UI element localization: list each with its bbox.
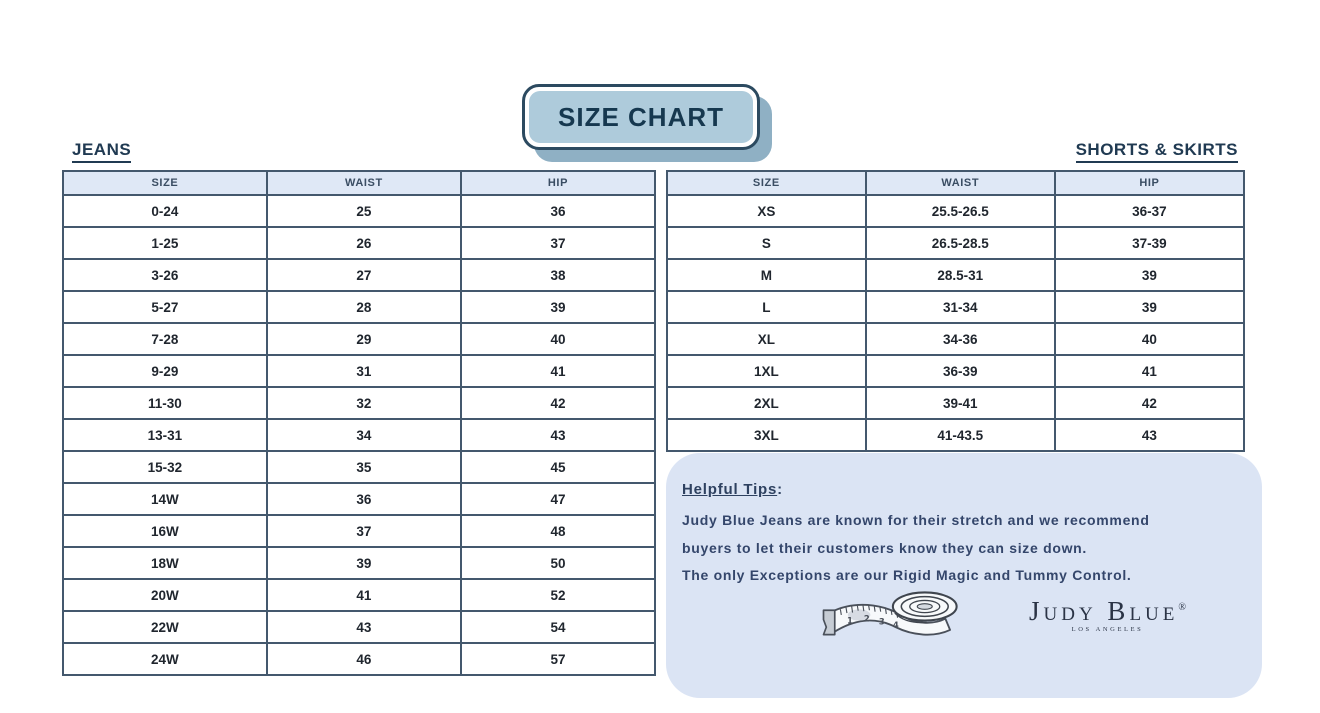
table-cell: 39 — [1054, 260, 1243, 290]
svg-text:2: 2 — [863, 613, 870, 624]
table-cell: XS — [668, 196, 865, 226]
table-cell: 41 — [1054, 356, 1243, 386]
helpful-tips-text — [682, 507, 1150, 590]
table-cell: 31 — [266, 356, 460, 386]
table-cell: 2XL — [668, 388, 865, 418]
table-cell: 41 — [460, 356, 654, 386]
table-row — [64, 578, 654, 610]
table-header-cell: SIZE — [64, 172, 266, 194]
table-cell: 29 — [266, 324, 460, 354]
helpful-tips-panel — [666, 453, 1262, 698]
table-cell: 3-26 — [64, 260, 266, 290]
table-cell: 39 — [266, 548, 460, 578]
table-row — [668, 194, 1243, 226]
table-row — [668, 386, 1243, 418]
table-header-cell: SIZE — [668, 172, 865, 194]
table-cell: 36-37 — [1054, 196, 1243, 226]
table-cell: 45 — [460, 452, 654, 482]
table-row — [668, 418, 1243, 450]
table-cell: 26.5-28.5 — [865, 228, 1054, 258]
size-chart-badge — [522, 84, 760, 150]
table-cell: 40 — [460, 324, 654, 354]
table-cell: 36 — [460, 196, 654, 226]
helpful-tips-line: Judy Blue Jeans are known for their stretch and we recommend — [682, 512, 1150, 528]
table-row — [64, 546, 654, 578]
table-cell: L — [668, 292, 865, 322]
table-cell: 37 — [266, 516, 460, 546]
table-row — [64, 194, 654, 226]
table-cell: 41-43.5 — [865, 420, 1054, 450]
brand-name: Judy Blue — [1029, 596, 1179, 626]
table-cell: 3XL — [668, 420, 865, 450]
table-cell: 38 — [460, 260, 654, 290]
table-header-cell: WAIST — [865, 172, 1054, 194]
table-cell: 11-30 — [64, 388, 266, 418]
table-cell: 32 — [266, 388, 460, 418]
table-cell: 16W — [64, 516, 266, 546]
table-row — [64, 610, 654, 642]
table-cell: 37-39 — [1054, 228, 1243, 258]
table-row — [64, 642, 654, 674]
table-header-cell: HIP — [460, 172, 654, 194]
size-chart-badge-label: SIZE CHART — [558, 101, 724, 132]
table-row — [64, 354, 654, 386]
table-cell: 43 — [1054, 420, 1243, 450]
table-row — [64, 418, 654, 450]
table-cell: 28.5-31 — [865, 260, 1054, 290]
table-cell: 50 — [460, 548, 654, 578]
size-chart-badge-inner — [529, 91, 753, 143]
brand-subtitle: LOS ANGELES — [1071, 626, 1144, 633]
table-cell: 42 — [460, 388, 654, 418]
helpful-tips-line: The only Exceptions are our Rigid Magic and Tummy Control. — [682, 567, 1132, 583]
table-cell: S — [668, 228, 865, 258]
table-row — [64, 226, 654, 258]
table-cell: 13-31 — [64, 420, 266, 450]
table-cell: 37 — [460, 228, 654, 258]
table-cell: 43 — [460, 420, 654, 450]
table-cell: 39 — [1054, 292, 1243, 322]
table-cell: 57 — [460, 644, 654, 674]
registered-mark: ® — [1178, 602, 1186, 613]
jeans-section-heading: JEANS — [72, 140, 131, 163]
table-cell: 36-39 — [865, 356, 1054, 386]
table-row — [64, 450, 654, 482]
judy-blue-logo — [1029, 595, 1186, 633]
table-cell: 39-41 — [865, 388, 1054, 418]
table-cell: 41 — [266, 580, 460, 610]
table-row — [64, 322, 654, 354]
table-header-cell: WAIST — [266, 172, 460, 194]
table-cell: M — [668, 260, 865, 290]
table-cell: 7-28 — [64, 324, 266, 354]
table-row — [64, 514, 654, 546]
table-row — [668, 354, 1243, 386]
helpful-tips-line: buyers to let their customers know they can size down. — [682, 539, 1087, 556]
table-cell: 36 — [266, 484, 460, 514]
table-cell: 1-25 — [64, 228, 266, 258]
table-cell: 28 — [266, 292, 460, 322]
table-row — [668, 226, 1243, 258]
svg-text:3: 3 — [878, 616, 885, 627]
measuring-tape-icon — [816, 581, 966, 652]
table-cell: 20W — [64, 580, 266, 610]
table-row — [64, 290, 654, 322]
table-cell: 47 — [460, 484, 654, 514]
shorts-skirts-size-table — [666, 170, 1245, 452]
table-cell: 43 — [266, 612, 460, 642]
table-cell: 34 — [266, 420, 460, 450]
table-row — [668, 258, 1243, 290]
table-cell: 39 — [460, 292, 654, 322]
table-row — [64, 386, 654, 418]
table-cell: 52 — [460, 580, 654, 610]
table-cell: 14W — [64, 484, 266, 514]
table-header-row — [64, 172, 654, 194]
table-cell: 25.5-26.5 — [865, 196, 1054, 226]
table-cell: 0-24 — [64, 196, 266, 226]
shorts-skirts-section-heading: SHORTS & SKIRTS — [1076, 140, 1238, 163]
table-cell: XL — [668, 324, 865, 354]
table-cell: 42 — [1054, 388, 1243, 418]
table-cell: 15-32 — [64, 452, 266, 482]
svg-text:4: 4 — [892, 620, 899, 631]
table-cell: 9-29 — [64, 356, 266, 386]
table-header-row — [668, 172, 1243, 194]
table-cell: 48 — [460, 516, 654, 546]
table-cell: 24W — [64, 644, 266, 674]
table-row — [668, 290, 1243, 322]
table-cell: 26 — [266, 228, 460, 258]
table-header-cell: HIP — [1054, 172, 1243, 194]
table-cell: 22W — [64, 612, 266, 642]
table-cell: 5-27 — [64, 292, 266, 322]
table-row — [668, 322, 1243, 354]
table-cell: 46 — [266, 644, 460, 674]
table-cell: 1XL — [668, 356, 865, 386]
table-row — [64, 482, 654, 514]
svg-text:1: 1 — [846, 615, 853, 626]
table-cell: 35 — [266, 452, 460, 482]
jeans-size-table — [62, 170, 656, 676]
table-cell: 54 — [460, 612, 654, 642]
table-cell: 25 — [266, 196, 460, 226]
table-cell: 40 — [1054, 324, 1243, 354]
table-cell: 18W — [64, 548, 266, 578]
table-row — [64, 258, 654, 290]
table-cell: 31-34 — [865, 292, 1054, 322]
helpful-tips-heading: Helpful Tips: — [682, 481, 783, 498]
table-cell: 27 — [266, 260, 460, 290]
table-cell: 34-36 — [865, 324, 1054, 354]
